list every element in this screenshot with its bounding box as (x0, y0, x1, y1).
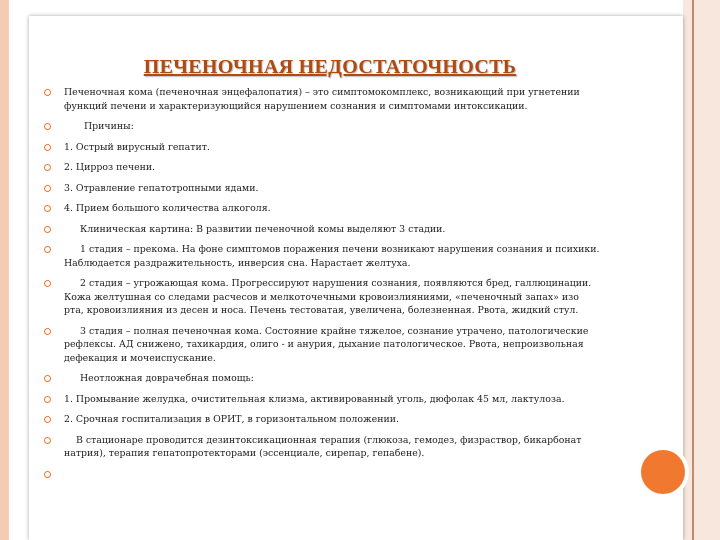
list-item (40, 120, 600, 134)
list-item (40, 372, 600, 386)
bullet-icon (44, 375, 51, 382)
item-text: Неотложная доврачебная помощь: (80, 373, 254, 384)
list-item (40, 141, 600, 155)
bullet-icon (44, 328, 51, 335)
bullet-icon (44, 164, 51, 171)
right-decor-stripe (683, 0, 720, 540)
bullet-icon (44, 89, 51, 96)
item-text: В стационаре проводится дезинтоксикационная терапия (глюкоза, гемодез, физраствор, бикарбонат натрия), терапия гепатопротекторами (эссенциале, сирепар, гепабене). (64, 434, 582, 459)
list-item (40, 202, 600, 216)
item-text: 4. Прием большого количества алкоголя. (64, 203, 271, 214)
bullet-icon (44, 280, 51, 287)
bullet-icon (44, 471, 51, 478)
item-text: Причины: (84, 121, 134, 132)
item-text: 2. Цирроз печени. (64, 162, 156, 173)
item-text: Печеночная кома (печеночная энцефалопатия) – это симптомокомплекс, возникающий при угнетении функций печени и характеризующийся нарушением сознания и симптомами интоксикации. (64, 87, 580, 112)
bullet-icon (44, 205, 51, 212)
bullet-icon (44, 437, 51, 444)
list-item (40, 393, 600, 407)
list-item (40, 243, 600, 270)
bullet-icon (44, 144, 51, 151)
slide-title: ПЕЧЕНОЧНАЯ НЕДОСТАТОЧНОСТЬ (143, 56, 517, 78)
bullet-icon (44, 226, 51, 233)
list-item (40, 223, 600, 237)
list-item (40, 468, 600, 482)
item-text: 2. Срочная госпитализация в ОРИТ, в горизонтальном положении. (64, 414, 399, 425)
bullet-icon (44, 185, 51, 192)
bullet-list (40, 86, 600, 488)
item-text: 3. Отравление гепатотропными ядами. (64, 182, 259, 194)
item-text: 3 стадия – полная печеночная кома. Состояние крайне тяжелое, сознание утрачено, патологические рефлексы. АД снижено, тахикардия, олиго - и анурия, дыхание патологическое. Рвота, непроизвольная дефекация и мочеиспускание. (64, 325, 589, 364)
item-text: 1. Промывание желудка, очистительная клизма, активированный уголь, дюфолак 45 мл, лактулоза. (64, 393, 565, 405)
list-item (40, 413, 600, 427)
item-text: 1 стадия – прекома. На фоне симптомов поражения печени возникают нарушения сознания и психики. Наблюдается раздражительность, инверсия сна. Нарастает желтуха. (64, 244, 600, 269)
decor-circle (641, 450, 685, 494)
list-item (40, 277, 600, 318)
item-text: Клиническая картина: В развитии печеночной комы выделяют 3 стадии. (80, 223, 446, 235)
bullet-icon (44, 416, 51, 423)
list-item (40, 325, 600, 366)
item-text: 1. Острый вирусный гепатит. (64, 141, 210, 153)
list-item (40, 161, 600, 175)
list-item (40, 86, 600, 113)
list-item (40, 182, 600, 196)
bullet-icon (44, 246, 51, 253)
bullet-icon (44, 123, 51, 130)
right-decor-line (692, 0, 694, 540)
list-item (40, 434, 600, 461)
item-text: 2 стадия – угрожающая кома. Прогрессируют нарушения сознания, появляются бред, галлюцинации. Кожа желтушная со следами расчесов и мелкоточечными кровоизлияниями, «печеночный запах» изо рта, кровоизлияния из десен и носа. Печень тестоватая, увеличена, болезненная. Рвота, жидкий стул. (64, 278, 592, 316)
left-decor-stripe (0, 0, 9, 540)
bullet-icon (44, 396, 51, 403)
